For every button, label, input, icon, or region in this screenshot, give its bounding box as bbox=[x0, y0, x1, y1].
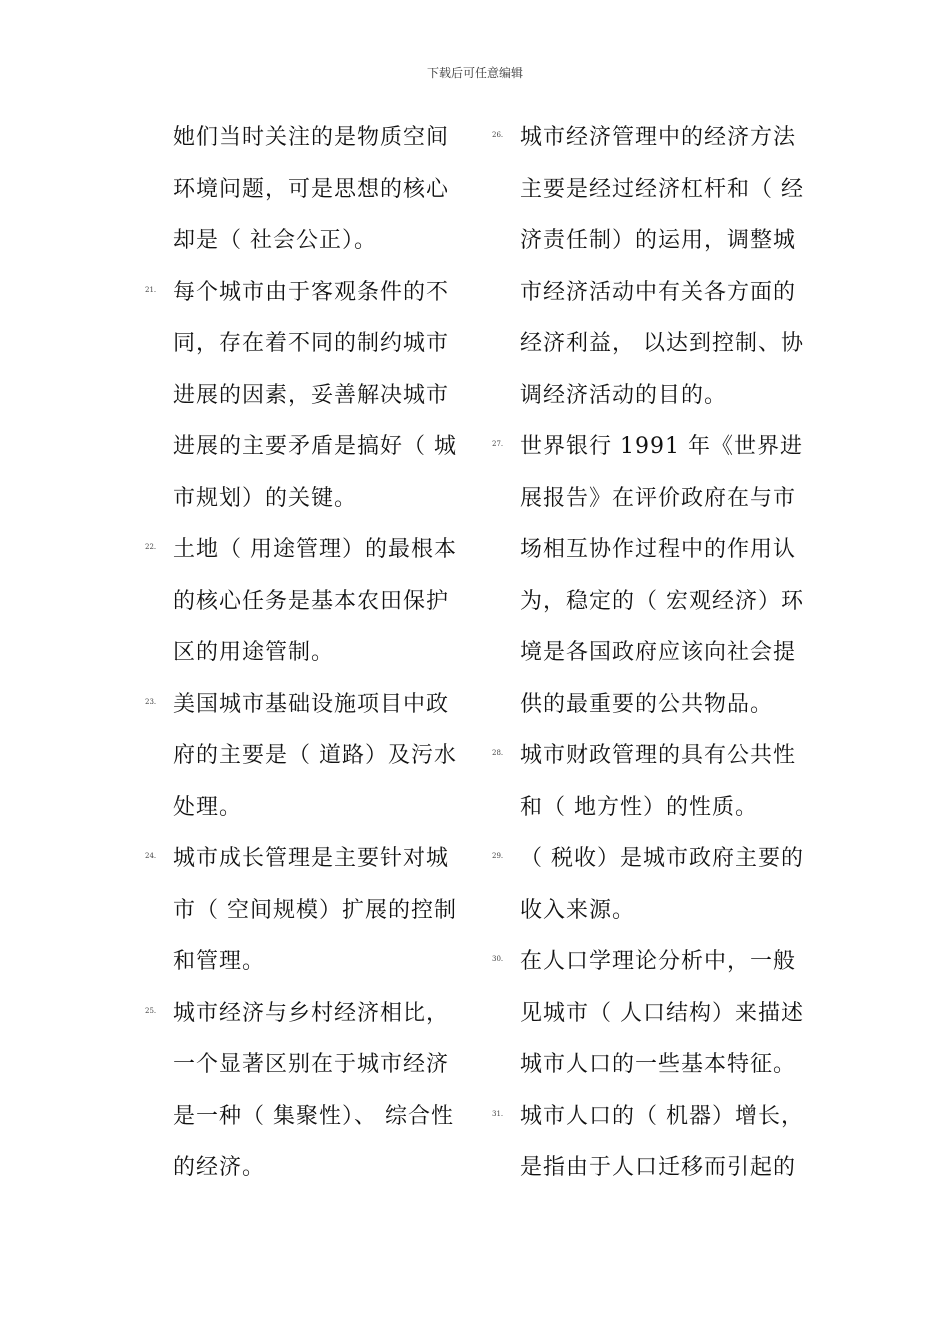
list-item bbox=[145, 833, 457, 988]
item-number: 27. bbox=[492, 440, 504, 448]
item-text: 土地（ 用途管理）的最根本的核心任务是基本农田保护区的用途管制。 bbox=[173, 537, 457, 665]
list-item bbox=[492, 730, 797, 833]
list-item bbox=[492, 421, 804, 730]
item-number: 24. bbox=[145, 852, 157, 860]
item-number: 23. bbox=[145, 697, 157, 706]
item-text: 城市经济管理中的经济方法主要是经过经济杠杆和（ 经济责任制）的运用，调整城市经济活动中有关各方面的经济利益， 以达到控制、协调经济活动的目的。 bbox=[520, 125, 804, 408]
list-item bbox=[492, 833, 804, 936]
page-header: 下载后可任意编辑 bbox=[426, 66, 523, 80]
list-item bbox=[145, 988, 454, 1194]
item-number: 30. bbox=[492, 955, 504, 963]
item-number: 22. bbox=[145, 543, 157, 551]
item-number: 31. bbox=[492, 1109, 504, 1118]
item-number: 21. bbox=[145, 285, 157, 294]
item-text: 在人口学理论分析中，一般见城市（ 人口结构）来描述城市人口的一些基本特征。 bbox=[520, 949, 804, 1077]
list-item bbox=[492, 936, 804, 1091]
item-number: 28. bbox=[492, 749, 504, 757]
list-item bbox=[145, 524, 457, 679]
item-number: 25. bbox=[145, 1006, 157, 1015]
item-number: 29. bbox=[492, 852, 504, 860]
left-column bbox=[145, 112, 457, 1194]
item-text: （ 税收）是城市政府主要的收入来源。 bbox=[520, 846, 804, 923]
item-number: 26. bbox=[492, 131, 504, 139]
item-text: 城市人口的（ 机器）增长，是指由于人口迁移而引起的 bbox=[520, 1103, 804, 1180]
right-column bbox=[492, 112, 804, 1194]
list-item bbox=[145, 112, 450, 267]
item-text: 每个城市由于客观条件的不同，存在着不同的制约城市进展的因素，妥善解决城市进展的主要矛盾是搞好（ 城市规划）的关键。 bbox=[173, 279, 457, 511]
item-text: 世界银行 1991 年《世界进展报告》在评价政府在与市场相互协作过程中的作用认为，稳定的（ 宏观经济）环境是各国政府应该向社会提供的最重要的公共物品。 bbox=[520, 434, 804, 717]
item-text: 她们当时关注的是物质空间环境问题，可是思想的核心却是（ 社会公正）。 bbox=[173, 125, 450, 253]
list-item bbox=[145, 679, 457, 834]
item-text: 美国城市基础设施项目中政府的主要是（ 道路）及污水处理。 bbox=[173, 691, 457, 820]
item-text: 城市经济与乡村经济相比，一个显著区别在于城市经济是一种（ 集聚性）、 综合性的经济。 bbox=[173, 1000, 454, 1180]
list-item bbox=[492, 112, 804, 421]
list-item bbox=[492, 1091, 804, 1194]
list-item bbox=[145, 267, 457, 525]
item-text: 城市成长管理是主要针对城市（ 空间规模）扩展的控制和管理。 bbox=[173, 846, 457, 974]
item-text: 城市财政管理的具有公共性和（ 地方性）的性质。 bbox=[520, 743, 797, 820]
